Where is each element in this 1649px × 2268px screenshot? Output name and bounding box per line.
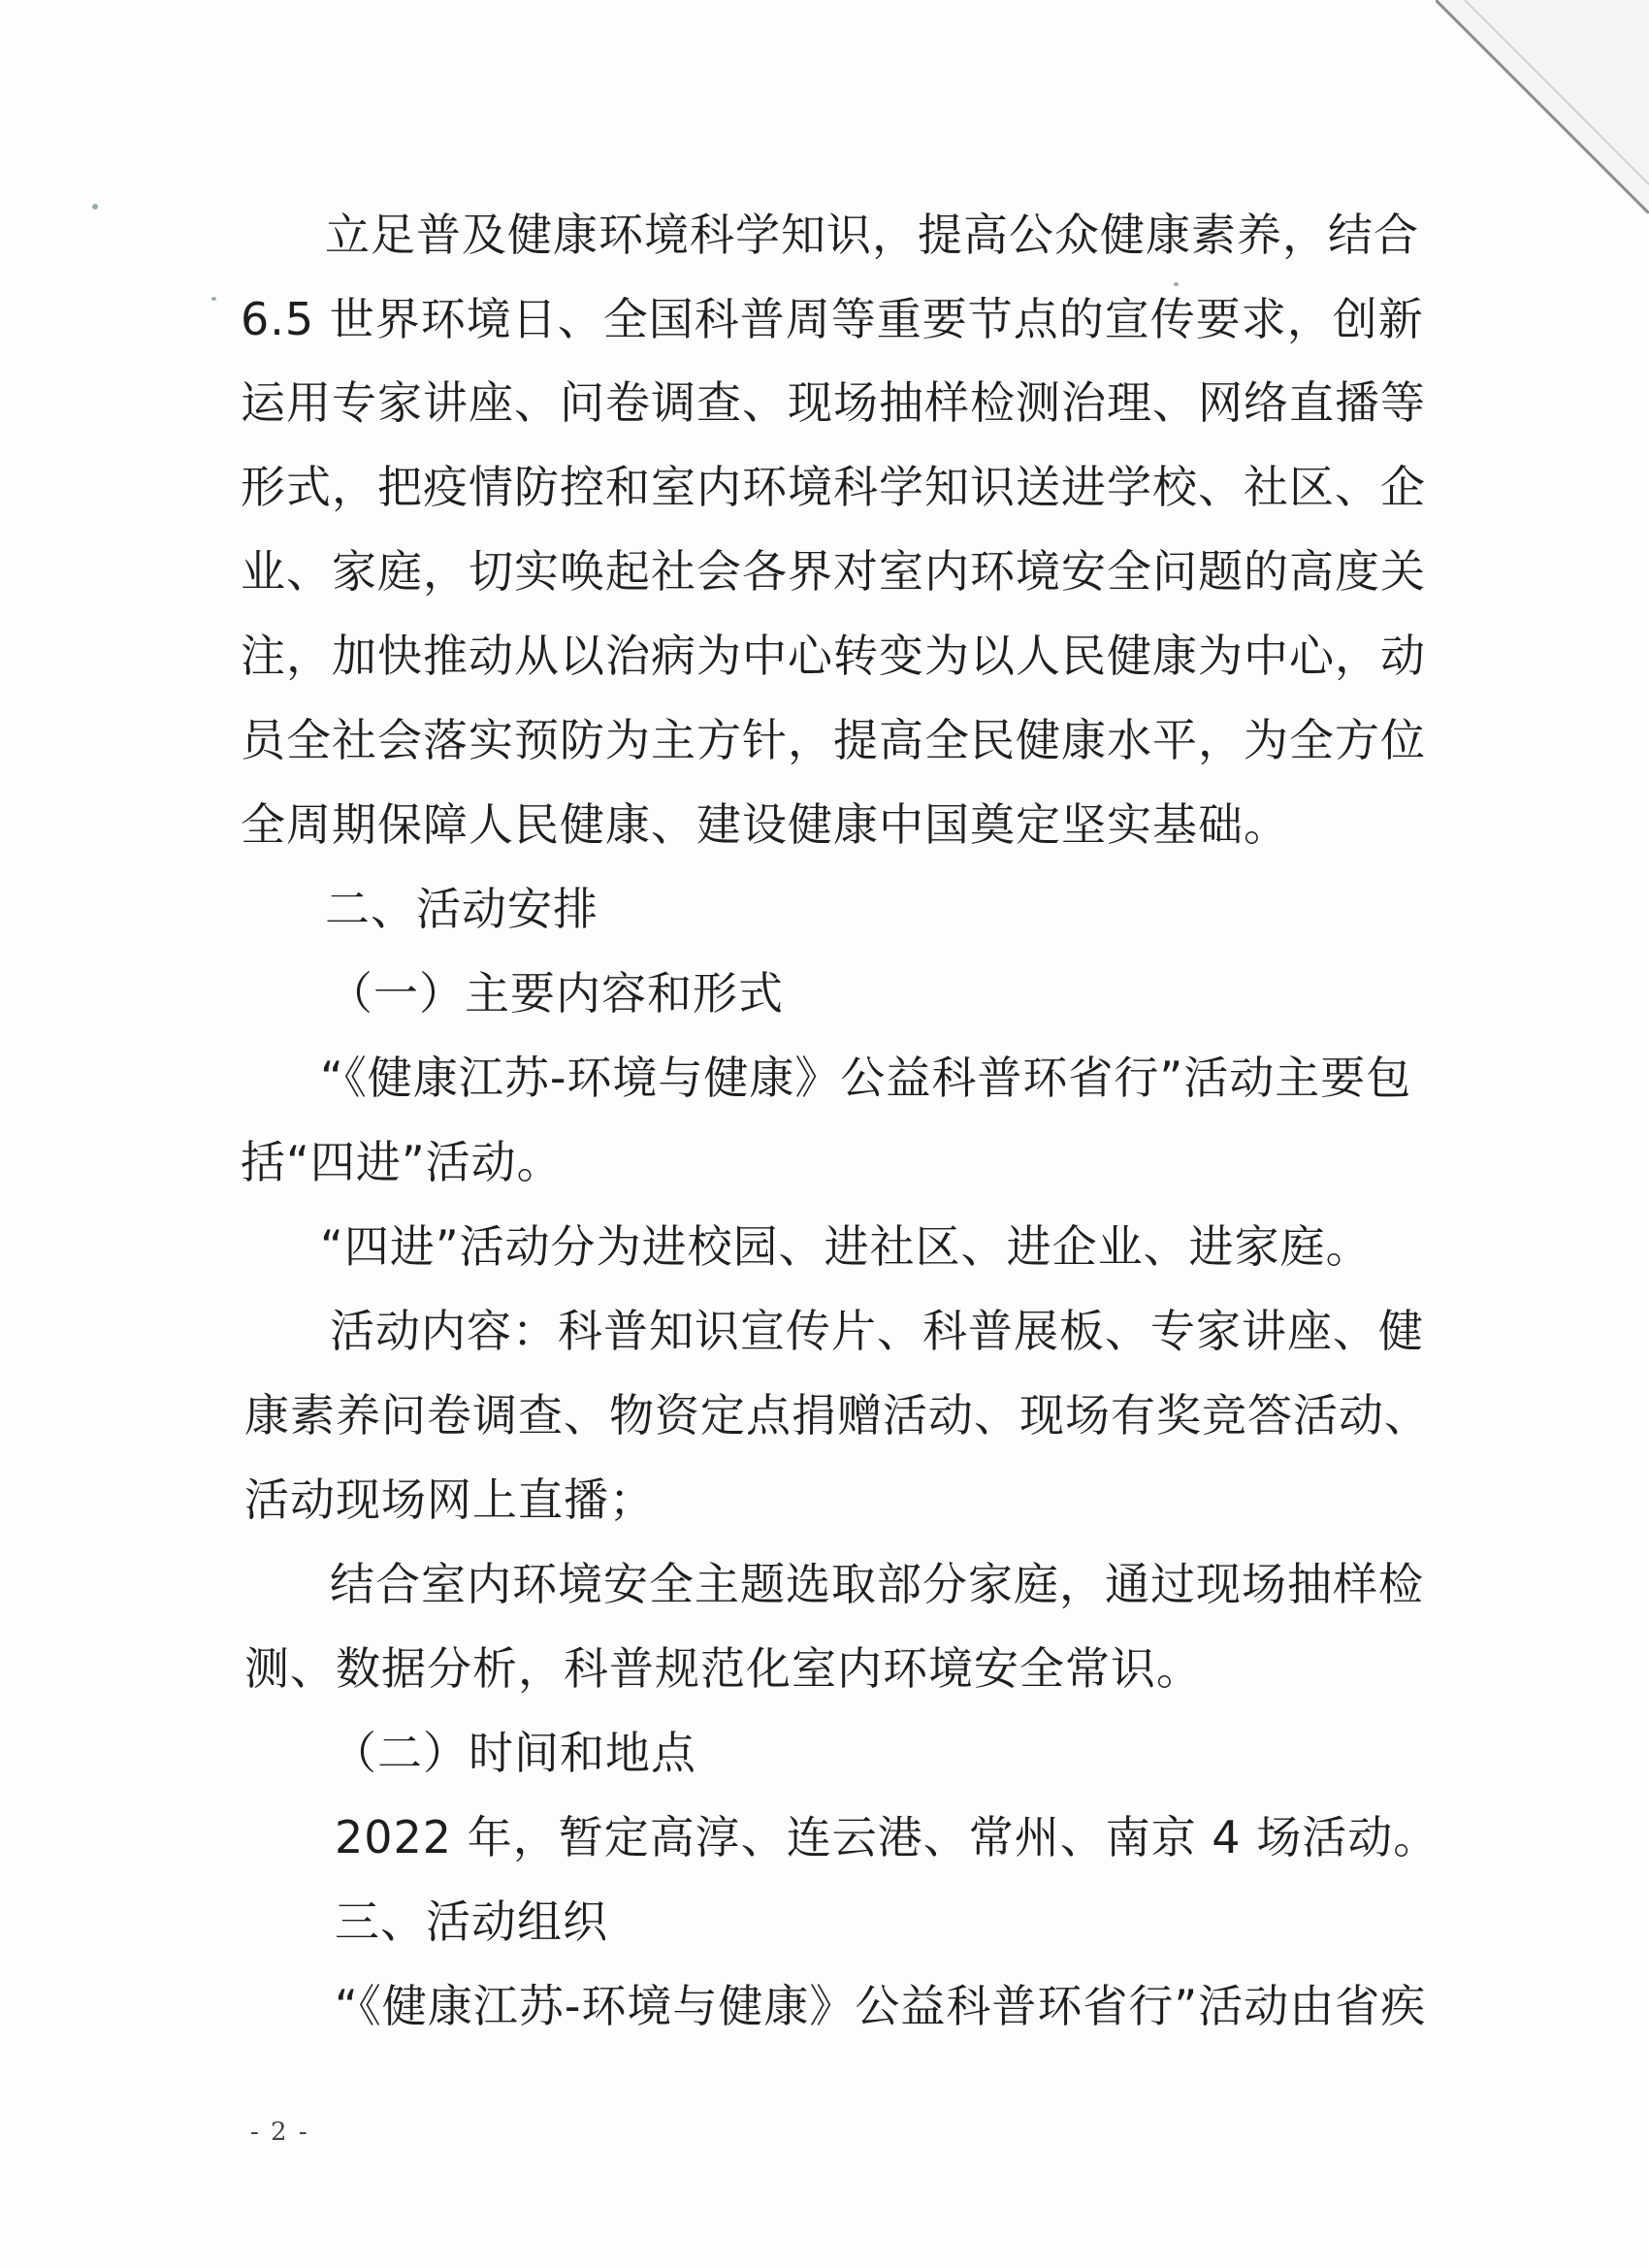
paragraph-3-line-1: “四进”活动分为进校园、进社区、进企业、进家庭。 xyxy=(320,1220,1372,1273)
subsection-2-heading: （二）时间和地点 xyxy=(332,1727,696,1779)
paragraph-1-line-6: 注，加快推动从以治病为中心转变为以人民健康为中心，动 xyxy=(241,630,1426,682)
paragraph-6-line-1: 2022 年，暂定高淳、连云港、常州、南京 4 场活动。 xyxy=(335,1811,1439,1863)
page-number: - 2 - xyxy=(250,2118,309,2147)
subsection-1-heading: （一）主要内容和形式 xyxy=(328,967,784,1020)
paragraph-7-line-1: “《健康江苏-环境与健康》公益科普环省行”活动由省疾 xyxy=(335,1980,1427,2032)
section-2-heading: 二、活动安排 xyxy=(325,883,598,935)
paragraph-1-line-1: 立足普及健康环境科学知识，提高公众健康素养，结合 xyxy=(325,209,1419,261)
paragraph-5-line-1: 结合室内环境安全主题选取部分家庭，通过现场抽样检 xyxy=(330,1558,1424,1610)
paragraph-1-line-2: 6.5 世界环境日、全国科普周等重要节点的宣传要求，创新 xyxy=(241,293,1424,345)
scan-speck xyxy=(211,297,216,301)
section-3-heading: 三、活动组织 xyxy=(335,1895,608,1948)
paragraph-1-line-8: 全周期保障人民健康、建设健康中国奠定坚实基础。 xyxy=(241,798,1289,851)
paragraph-2-line-1: “《健康江苏-环境与健康》公益科普环省行”活动主要包 xyxy=(320,1052,1412,1104)
paragraph-4-line-3: 活动现场网上直播； xyxy=(244,1474,655,1526)
paragraph-2-line-2: 括“四进”活动。 xyxy=(241,1136,563,1188)
scan-speck xyxy=(92,204,98,210)
paragraph-1-line-4: 形式，把疫情防控和室内环境科学知识送进学校、社区、企 xyxy=(241,461,1426,513)
paragraph-4-line-1: 活动内容：科普知识宣传片、科普展板、专家讲座、健 xyxy=(330,1305,1424,1357)
page-fold-corner xyxy=(1436,0,1649,213)
scan-speck xyxy=(1174,282,1179,286)
paragraph-1-line-5: 业、家庭，切实唤起社会各界对室内环境安全问题的高度关 xyxy=(241,545,1426,598)
paragraph-4-line-2: 康素养问卷调查、物资定点捐赠活动、现场有奖竞答活动、 xyxy=(244,1389,1430,1442)
paragraph-5-line-2: 测、数据分析，科普规范化室内环境安全常识。 xyxy=(244,1642,1202,1695)
paragraph-1-line-7: 员全社会落实预防为主方针，提高全民健康水平，为全方位 xyxy=(241,714,1426,766)
paragraph-1-line-3: 运用专家讲座、问卷调查、现场抽样检测治理、网络直播等 xyxy=(241,376,1426,429)
